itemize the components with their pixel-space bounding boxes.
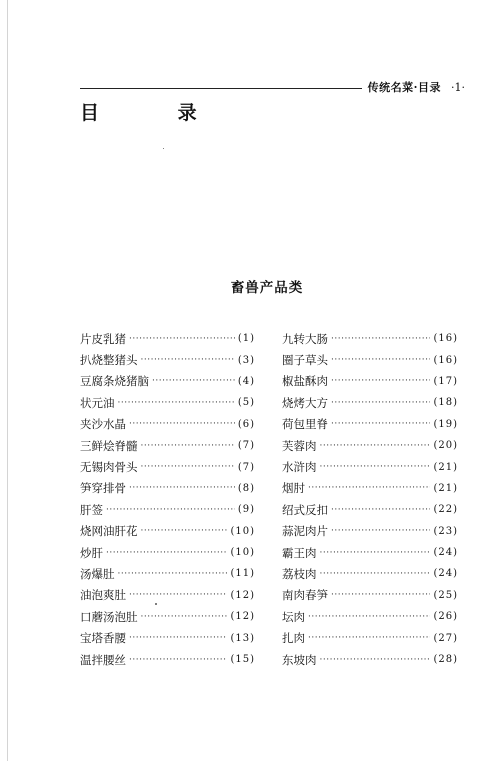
toc-entry-page: (21) — [433, 482, 458, 494]
print-speck — [163, 148, 164, 149]
toc-leader-dots — [308, 633, 430, 643]
toc-entry — [282, 606, 458, 627]
toc-entry-label: 笋穿排骨 — [80, 481, 126, 496]
toc-entry — [282, 585, 458, 606]
toc-leader-dots — [320, 441, 431, 451]
toc-entry-page: (26) — [433, 611, 458, 623]
toc-leader-dots — [106, 548, 227, 558]
toc-leader-dots — [320, 548, 431, 558]
toc-title: 目 录 — [80, 102, 233, 124]
toc-entry-label: 霸王肉 — [282, 545, 317, 560]
toc-entry — [80, 478, 255, 499]
toc-entry-label: 芙蓉肉 — [282, 438, 317, 453]
page-number: ·1· — [451, 80, 465, 94]
toc-entry-page: (24) — [433, 568, 458, 580]
toc-entry-label: 口蘑汤泡肚 — [80, 609, 138, 624]
toc-leader-dots — [141, 462, 235, 472]
toc-entry — [80, 392, 255, 413]
toc-entry-label: 状元油 — [80, 395, 115, 410]
running-title: 传统名菜·目录 — [367, 81, 441, 94]
toc-leader-dots — [320, 655, 431, 665]
toc-entry-page: (24) — [433, 547, 458, 559]
toc-entry — [282, 542, 458, 563]
toc-leader-dots — [118, 569, 228, 579]
toc-leader-dots — [141, 441, 235, 451]
toc-entry-page: (13) — [230, 632, 255, 644]
toc-entry-page: (10) — [230, 547, 255, 559]
toc-entry-label: 油泡爽肚 — [80, 588, 126, 603]
toc-entry-label: 烧烤大方 — [282, 395, 328, 410]
toc-leader-dots — [129, 334, 235, 344]
toc-leader-dots — [320, 462, 431, 472]
toc-leader-dots — [331, 398, 430, 408]
toc-entry — [80, 328, 255, 349]
toc-entry-page: (21) — [433, 461, 458, 473]
toc-entry-page: (5) — [237, 397, 255, 409]
toc-entry — [80, 435, 255, 456]
toc-leader-dots — [141, 355, 235, 365]
toc-entry-page: (4) — [237, 375, 255, 387]
toc-entry-label: 椒盐酥肉 — [282, 374, 328, 389]
toc-leader-dots — [331, 505, 430, 515]
toc-entry-label: 东坡肉 — [282, 652, 317, 667]
toc-entry-page: (6) — [237, 418, 255, 430]
toc-entry — [80, 606, 255, 627]
toc-leader-dots — [331, 334, 430, 344]
toc-column-left — [80, 328, 255, 670]
toc-leader-dots — [129, 655, 227, 665]
toc-entry-label: 水浒肉 — [282, 460, 317, 475]
toc-entry-label: 九转大肠 — [282, 331, 328, 346]
toc-entry-page: (11) — [230, 568, 255, 580]
toc-entry-page: (18) — [433, 397, 458, 409]
toc-entry-label: 荷包里脊 — [282, 417, 328, 432]
toc-entry — [80, 627, 255, 648]
toc-entry-page: (8) — [237, 482, 255, 494]
toc-leader-dots — [331, 355, 430, 365]
toc-leader-dots — [320, 569, 431, 579]
toc-entry-label: 圈子草头 — [282, 353, 328, 368]
toc-entry-page: (23) — [433, 525, 458, 537]
toc-leader-dots — [129, 633, 227, 643]
toc-entry-label: 肝签 — [80, 502, 103, 517]
toc-entry-page: (28) — [433, 654, 458, 666]
toc-entry — [80, 349, 255, 370]
toc-entry-page: (19) — [433, 418, 458, 430]
toc-entry — [80, 585, 255, 606]
page-edge-shadow — [7, 0, 8, 761]
print-speck — [155, 603, 157, 605]
toc-entry — [80, 499, 255, 520]
toc-entry-label: 南肉春笋 — [282, 588, 328, 603]
toc-entry-label: 夹沙水晶 — [80, 417, 126, 432]
toc-entry-page: (9) — [237, 504, 255, 516]
toc-entry — [282, 521, 458, 542]
toc-entry-page: (3) — [237, 354, 255, 366]
toc-entry-label: 宝塔香腰 — [80, 631, 126, 646]
toc-entry-page: (25) — [433, 589, 458, 601]
toc-entry — [282, 435, 458, 456]
toc-entry-page: (7) — [237, 440, 255, 452]
toc-entry — [282, 414, 458, 435]
toc-entry-label: 无锡肉骨头 — [80, 460, 138, 475]
toc-entry — [80, 649, 255, 670]
toc-entry — [282, 456, 458, 477]
toc-entry-label: 片皮乳猪 — [80, 331, 126, 346]
toc-entry — [80, 542, 255, 563]
toc-entry-page: (1) — [237, 333, 255, 345]
toc-leader-dots — [331, 526, 430, 536]
toc-entry — [282, 627, 458, 648]
toc-entry-label: 扎肉 — [282, 631, 305, 646]
toc-entry-label: 绍式反扣 — [282, 502, 328, 517]
toc-entry — [282, 371, 458, 392]
toc-entry — [282, 478, 458, 499]
toc-entry — [80, 414, 255, 435]
toc-entry — [282, 649, 458, 670]
toc-entry-page: (12) — [230, 589, 255, 601]
toc-entry — [80, 521, 255, 542]
toc-leader-dots — [331, 590, 430, 600]
toc-entry — [282, 349, 458, 370]
toc-entry-page: (16) — [433, 333, 458, 345]
toc-entry-page: (7) — [237, 461, 255, 473]
toc-entry-label: 烟肘 — [282, 481, 305, 496]
toc-entry-label: 三鲜烩脊髓 — [80, 438, 138, 453]
header-rule — [80, 88, 362, 89]
toc-leader-dots — [331, 376, 430, 386]
toc-leader-dots — [129, 419, 235, 429]
toc-entry-page: (16) — [433, 354, 458, 366]
toc-entry-label: 荔枝肉 — [282, 566, 317, 581]
toc-leader-dots — [308, 483, 430, 493]
toc-entry-page: (15) — [230, 654, 255, 666]
toc-entry-page: (27) — [433, 632, 458, 644]
toc-entry-label: 烧网油肝花 — [80, 524, 138, 539]
toc-leader-dots — [129, 590, 227, 600]
toc-entry-page: (12) — [230, 611, 255, 623]
toc-leader-dots — [141, 526, 228, 536]
toc-entry-page: (10) — [230, 525, 255, 537]
toc-entry-label: 豆腐条烧猪脑 — [80, 374, 149, 389]
toc-leader-dots — [308, 612, 430, 622]
toc-entry-label: 炒肝 — [80, 545, 103, 560]
toc-entry — [282, 499, 458, 520]
toc-leader-dots — [331, 419, 430, 429]
toc-leader-dots — [152, 376, 235, 386]
toc-leader-dots — [106, 505, 235, 515]
toc-entry — [80, 456, 255, 477]
toc-entry-page: (20) — [433, 440, 458, 452]
toc-leader-dots — [129, 483, 235, 493]
toc-entry-label: 扒烧整猪头 — [80, 353, 138, 368]
toc-entry-label: 坛肉 — [282, 609, 305, 624]
running-header — [80, 80, 465, 94]
section-title: 畜兽产品类 — [230, 280, 304, 296]
toc-entry-label: 汤爆肚 — [80, 566, 115, 581]
toc-entry-label: 蒜泥肉片 — [282, 524, 328, 539]
toc-entry — [282, 563, 458, 584]
toc-entry — [282, 392, 458, 413]
toc-entry-page: (17) — [433, 375, 458, 387]
toc-entry-label: 温拌腰丝 — [80, 652, 126, 667]
toc-leader-dots — [118, 398, 235, 408]
toc-entry-page: (22) — [433, 504, 458, 516]
toc-entry — [282, 328, 458, 349]
toc-entry — [80, 563, 255, 584]
toc-entry — [80, 371, 255, 392]
toc-column-right — [282, 328, 458, 670]
toc-leader-dots — [141, 612, 228, 622]
